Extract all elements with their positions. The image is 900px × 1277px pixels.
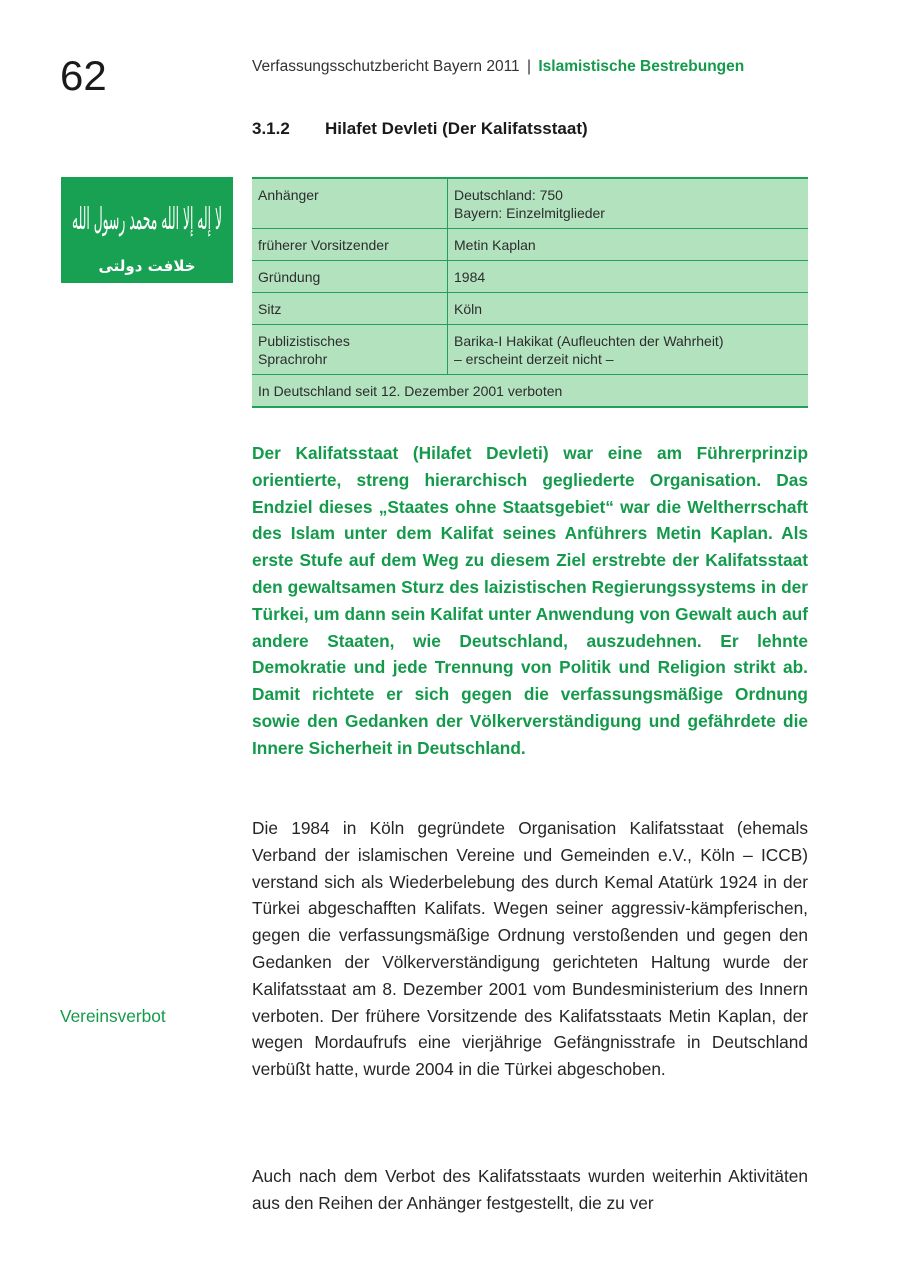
emblem-caption: خلافت دولتی — [98, 257, 196, 275]
organization-info-table — [252, 177, 808, 408]
page-number: 62 — [60, 52, 107, 99]
running-header — [252, 58, 744, 76]
table-row — [252, 325, 808, 375]
table-row — [252, 261, 808, 293]
body-paragraph: Die 1984 in Köln gegründete Organisation Kalifatsstaat (ehemals Verband der islamischen Vereine und Gemeinden e.V., Köln – ICCB) verstand sich als Wiederbelebung des durch Kemal Atatürk 1924 in der Türkei abgeschafften Kalifats. Wegen seiner aggressiv-kämpferischen, gegen die verfassungsmäßige Ordnung verstoßenden und gegen den Gedanken der Völkerverständigung gerichteten Haltung wurde der Kalifatsstaat am 8. Dezember 2001 vom Bundesministerium des Innern verboten. Der frühere Vorsitzende des Kalifatsstaats Metin Kaplan, der wegen Mordaufrufs eine vierjährige Gefängnisstrafe in Deutschland verbüßt hatte, wurde 2004 in die Türkei abgeschoben. — [252, 818, 808, 1080]
table-row — [252, 293, 808, 325]
table-value: Köln — [448, 293, 809, 325]
table-value: 1984 — [448, 261, 809, 293]
body-paragraph: Auch nach dem Verbot des Kalifatsstaats wurden weiterhin Aktivitäten aus den Reihen der Anhänger festgestellt, die zu ver — [252, 1166, 808, 1213]
section-number: 3.1.2 — [252, 119, 290, 138]
table-label: Sitz — [252, 293, 448, 325]
table-value: Barika-I Hakikat (Aufleuchten der Wahrheit) – erscheint derzeit nicht – — [448, 325, 809, 375]
table-label: früherer Vorsitzender — [252, 229, 448, 261]
margin-note: Vereinsverbot — [60, 1006, 166, 1026]
lead-paragraph: Der Kalifatsstaat (Hilafet Devleti) war eine am Führerprinzip orientierte, streng hierarchisch gegliederte Organisation. Das Endziel dieses „Staates ohne Staatsgebiet“ war die Weltherrschaft des Islam unter dem Kalifat seines Anführers Metin Kaplan. Als erste Stufe auf dem Weg zu diesem Ziel erstrebte der Kalifatsstaat den gewaltsamen Sturz des laizistischen Regierungssystems in der Türkei, um dann sein Kalifat unter Anwendung von Gewalt auch auf andere Staaten, wie Deutschland, auszudehnen. Er lehnte Demokratie und jede Trennung von Politik und Religion strikt ab. Damit richtete er sich gegen die verfassungsmäßige Ordnung sowie den Gedanken der Völkerverständigung und gefährdete die Innere Sicherheit in Deutschland. — [252, 443, 808, 758]
table-row — [252, 229, 808, 261]
section-title: Hilafet Devleti (Der Kalifatsstaat) — [325, 119, 588, 138]
table-label: Gründung — [252, 261, 448, 293]
section-heading — [252, 119, 588, 139]
table-row — [252, 178, 808, 229]
table-footer-row — [252, 375, 808, 408]
table-label: Anhänger — [252, 178, 448, 229]
emblem-shahada: لا إله إلا الله محمد رسول الله — [72, 202, 222, 237]
report-title: Verfassungsschutzbericht Bayern 2011 — [252, 58, 520, 75]
header-section-title: Islamistische Bestrebungen — [538, 58, 745, 75]
table-value: Metin Kaplan — [448, 229, 809, 261]
emblem-graphic — [61, 177, 233, 283]
organization-emblem — [61, 177, 233, 283]
table-label: Publizistisches Sprachrohr — [252, 325, 448, 375]
table-value: Deutschland: 750 Bayern: Einzelmitglieder — [454, 187, 605, 221]
table-footer: In Deutschland seit 12. Dezember 2001 verboten — [252, 375, 808, 408]
header-separator: | — [527, 58, 532, 75]
